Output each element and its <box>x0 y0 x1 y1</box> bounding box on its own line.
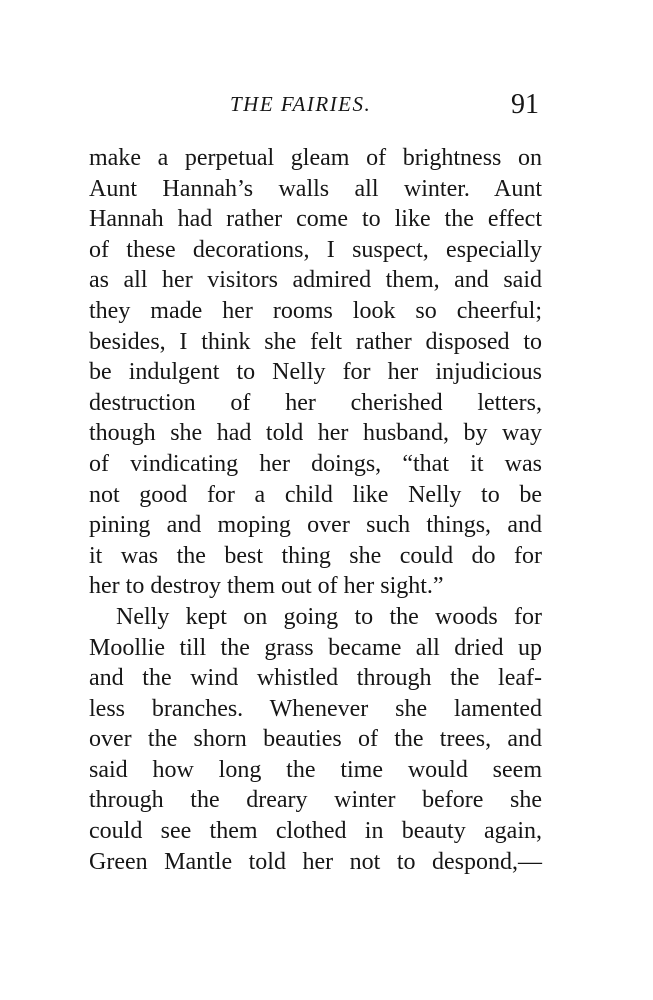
text-line: and the wind whistled through the leaf- <box>89 665 542 692</box>
paragraph-start-line: Nelly kept on going to the woods for <box>116 603 542 630</box>
text-line: through the dreary winter before she <box>89 787 542 814</box>
text-line: less branches. Whenever she lamented <box>89 695 542 722</box>
text-line: could see them clothed in beauty again, <box>89 818 542 845</box>
text-line: Moollie till the grass became all dried up <box>89 634 542 661</box>
body-text <box>89 143 542 877</box>
text-line: it was the best thing she could do for <box>89 542 542 569</box>
text-line: make a perpetual gleam of brightness on <box>89 145 542 171</box>
text-line: over the shorn beauties of the trees, and <box>89 726 542 753</box>
text-line: of vindicating her doings, “that it was <box>89 450 542 477</box>
text-line: though she had told her husband, by way <box>89 420 542 447</box>
text-line: Aunt Hannah’s walls all winter. Aunt <box>89 175 542 202</box>
text-line: destruction of her cherished letters, <box>89 389 542 416</box>
text-line: not good for a child like Nelly to be <box>89 481 542 508</box>
page-number: 91 <box>511 89 539 120</box>
text-line: said how long the time would seem <box>89 756 542 783</box>
text-line: besides, I think she felt rather disposed to <box>89 328 542 355</box>
text-line: pining and moping over such things, and <box>89 512 542 539</box>
text-line: of these decorations, I suspect, especially <box>89 236 542 263</box>
running-head-title: THE FAIRIES. <box>230 92 372 116</box>
text-line: Green Mantle told her not to despond,— <box>89 848 542 875</box>
text-line: as all her visitors admired them, and said <box>89 267 542 294</box>
text-line: they made her rooms look so cheerful; <box>89 297 542 324</box>
text-line: be indulgent to Nelly for her injudicious <box>89 359 542 386</box>
paragraph-end-line: her to destroy them out of her sight.” <box>89 573 444 600</box>
text-line: Hannah had rather come to like the effect <box>89 206 542 233</box>
